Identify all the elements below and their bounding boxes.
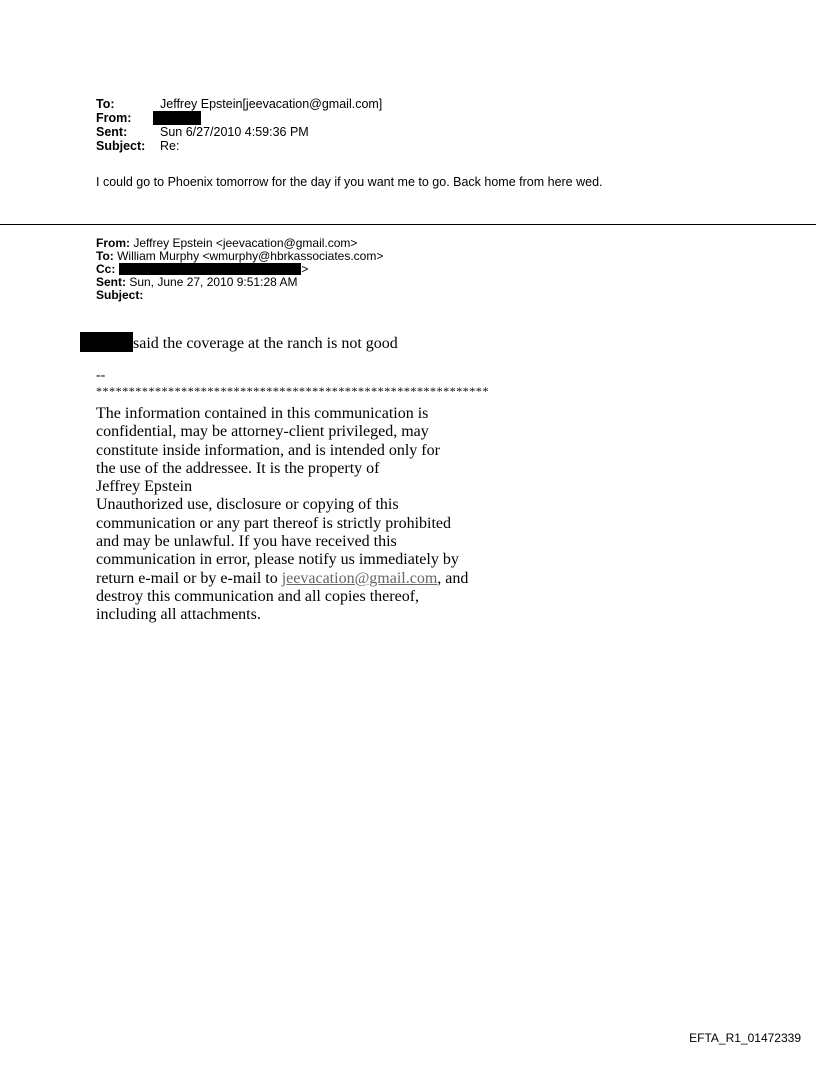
redaction-box (119, 263, 301, 275)
quoted-subject-row (96, 289, 383, 302)
signature-stars: ************************************************************ (96, 384, 489, 398)
quoted-to-row (96, 250, 383, 263)
disclaimer-line: confidential, may be attorney-client privileged, may (96, 423, 429, 441)
quoted-sent-value: Sun, June 27, 2010 9:51:28 AM (126, 275, 298, 289)
disclaimer-line: Jeffrey Epstein (96, 478, 193, 496)
disclaimer-line: communication or any part thereof is strictly prohibited (96, 514, 452, 532)
from-value (160, 111, 201, 125)
disclaimer-line: the use of the addressee. It is the property of (96, 459, 380, 477)
sent-label: Sent: (96, 125, 128, 139)
to-value: Jeffrey Epstein[jeevacation@gmail.com] (160, 97, 383, 111)
disclaimer-line: The information contained in this communication is (96, 405, 429, 422)
subject-value: Re: (160, 139, 180, 153)
quoted-cc-label: Cc: (96, 262, 116, 276)
to-label: To: (96, 97, 115, 111)
subject-label: Subject: (96, 139, 146, 153)
signature-dash: -- (96, 368, 106, 383)
message-text: said the coverage at the ranch is not good (133, 335, 398, 352)
quoted-cc-tail: > (301, 262, 309, 276)
email-link[interactable]: jeevacation@gmail.com (281, 569, 438, 587)
quoted-from-value: Jeffrey Epstein <jeevacation@gmail.com> (130, 236, 358, 250)
quoted-to-label: To: (96, 249, 114, 263)
redaction-box (153, 111, 201, 125)
disclaimer-line: destroy this communication and all copies thereof, (96, 587, 420, 605)
quoted-header (96, 237, 383, 302)
confidentiality-disclaimer (96, 405, 516, 625)
from-label: From: (96, 111, 132, 125)
disclaimer-text: return e-mail or by e-mail to (96, 569, 282, 587)
document-id: EFTA_R1_01472339 (689, 1031, 801, 1045)
disclaimer-line: and may be unlawful. If you have received this (96, 533, 397, 551)
disclaimer-line: including all attachments. (96, 606, 261, 624)
quoted-subject-label: Subject: (96, 288, 144, 302)
quoted-sent-label: Sent: (96, 275, 126, 289)
reply-body: I could go to Phoenix tomorrow for the day if you want me to go. Back home from here wed. (96, 175, 603, 189)
divider (0, 224, 816, 225)
disclaimer-line: Unauthorized use, disclosure or copying of this (96, 496, 399, 514)
disclaimer-text: , and (437, 569, 469, 587)
sent-value: Sun 6/27/2010 4:59:36 PM (160, 125, 309, 139)
disclaimer-line (96, 570, 516, 588)
quoted-from-label: From: (96, 236, 130, 250)
disclaimer-line: constitute inside information, and is intended only for (96, 441, 440, 459)
redaction-box (80, 332, 133, 352)
message-line (80, 332, 398, 353)
disclaimer-line: communication in error, please notify us immediately by (96, 551, 459, 569)
quoted-to-value: William Murphy <wmurphy@hbrkassociates.com> (113, 249, 384, 263)
